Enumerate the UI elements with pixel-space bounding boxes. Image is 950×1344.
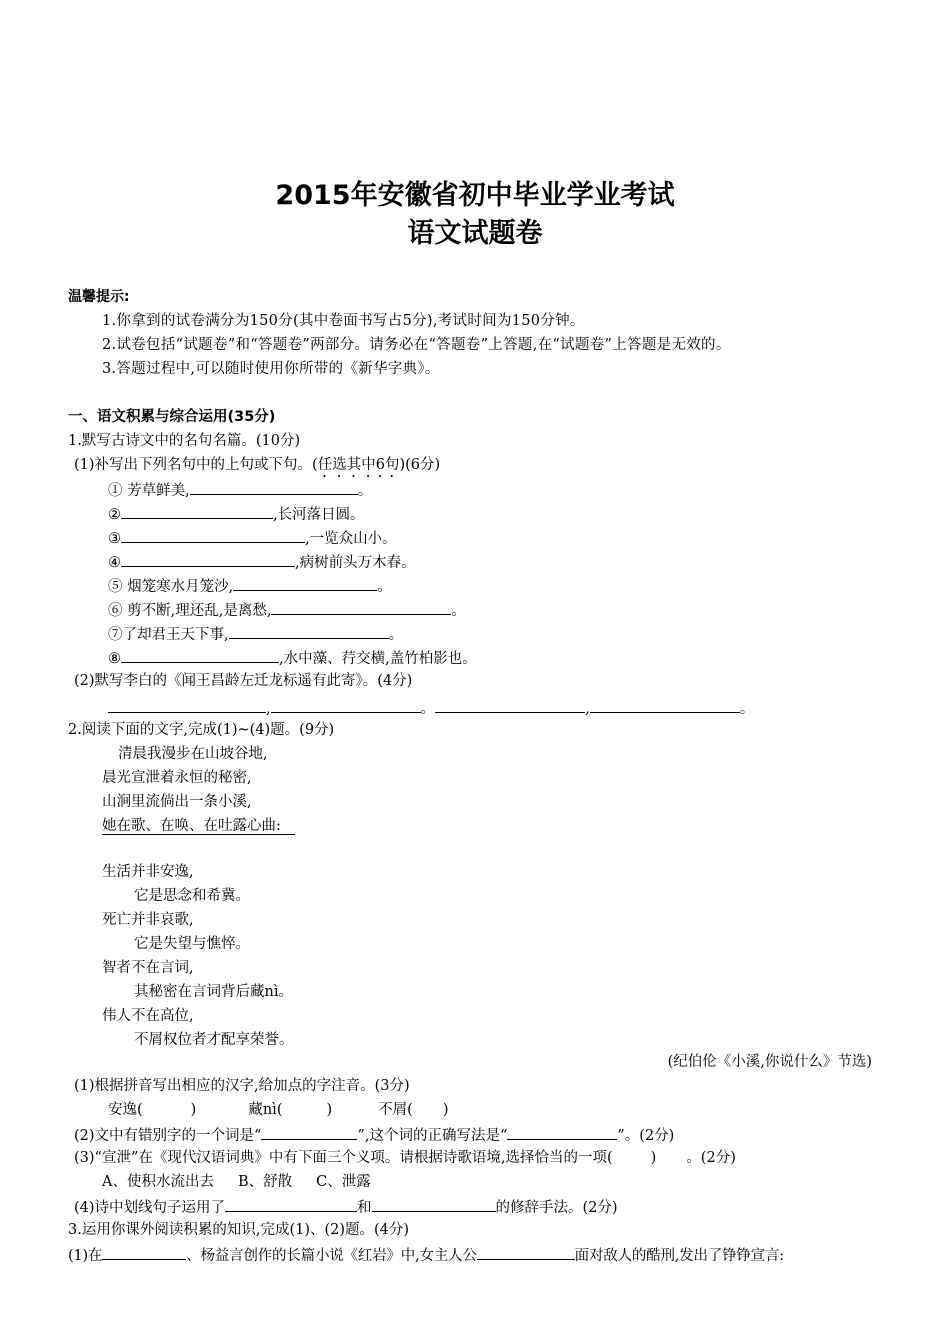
notice-item: 3.答题过程中,可以随时使用你所带的《新华字典》。 [102,361,440,377]
poem-line: 晨光宣泄着永恒的秘密, [102,770,252,786]
fill-line-pre: ⑧ [108,651,121,667]
punctuation: , [585,701,590,717]
section-heading: 一、语文积累与综合运用(35分) [68,409,276,425]
q1-sub1-pre: (1)补写出下列名句中的上句或下句。( [74,457,318,473]
question-3-sub1 [68,1244,784,1266]
q1-sub1-post: )(6分) [399,457,441,473]
fill-line-5 [108,575,392,597]
question-2-sub1: (1)根据拼音写出相应的汉字,给加点的字注音。(3分) [74,1078,410,1094]
poem-source: (纪伯伦《小溪,你说什么》节选) [667,1054,872,1070]
question-3-stem: 3.运用你课外阅读积累的知识,完成(1)、(2)题。(4分) [68,1222,410,1238]
paren-open: ( [407,1102,413,1118]
fill-line-post: 。 [377,579,392,595]
question-1-sub2: (2)默写李白的《闻王昌龄左迁龙标遥有此寄》。(4分) [74,673,413,689]
answer-blank[interactable] [190,479,358,495]
answer-blank[interactable] [271,599,451,615]
fill-line-post: ,一览众山小。 [305,531,397,547]
answer-blank[interactable] [271,697,421,713]
q2-sub3-text: ) [650,1150,657,1166]
option-b: B、舒散 [237,1174,293,1190]
answer-blank[interactable] [121,551,295,567]
q2-sub2-text: ”,这个词的正确写法是“ [357,1128,508,1144]
answer-blank[interactable] [121,647,279,663]
answer-blank[interactable] [435,697,585,713]
answer-blank[interactable] [121,503,273,519]
fill-line-6 [108,599,466,621]
item-label: 藏nì [248,1102,277,1118]
poem-answer-line [108,697,754,719]
answer-blank[interactable] [233,575,377,591]
exam-subtitle: 语文试题卷 [407,218,543,249]
paren-close: ) [326,1102,333,1118]
pinyin-items [108,1100,449,1120]
option-a: A、使积水流出去 [102,1174,214,1190]
fill-line-7 [108,623,403,645]
poem-line: 智者不在言词, [102,960,194,976]
answer-blank[interactable] [108,697,266,713]
notice-heading: 温馨提示: [68,289,130,305]
punctuation: , [266,701,271,717]
poem-line: 它是思念和希冀。 [134,888,250,904]
poem-line: 死亡并非哀歌, [102,912,194,928]
q2-sub4-text: 的修辞手法。(2分) [495,1200,618,1216]
exam-title: 2015年安徽省初中毕业学业考试 [275,180,675,211]
poem-line: 不屑权位者才配享荣誉。 [134,1032,294,1048]
fill-line-post: 。 [451,603,466,619]
q2-sub3-text: 。(2分) [686,1150,736,1166]
paren-open: ( [137,1102,143,1118]
q2-sub4-text: 和 [357,1200,372,1216]
fill-line-pre: ⑥ 剪不断,理还乱,是离愁, [108,603,272,619]
fill-line-4 [108,551,416,573]
answer-blank[interactable] [225,1196,357,1212]
fill-line-1 [108,479,372,501]
item-label: 不屑 [378,1102,408,1118]
option-list [102,1172,371,1192]
question-1-stem: 1.默写古诗文中的名句名篇。(10分) [68,433,301,449]
punctuation: 。 [420,701,436,717]
answer-blank[interactable] [102,1244,186,1260]
q3-sub1-text: 面对敌人的酷刑,发出了铮铮宣言: [574,1248,784,1264]
answer-blank[interactable] [229,623,389,639]
question-2-sub4 [74,1196,618,1218]
option-c: C、泄露 [316,1174,371,1190]
poem-line: 山涧里流倘出一条小溪, [102,794,252,810]
paren-close: ) [190,1102,197,1118]
answer-blank[interactable] [121,527,305,543]
q2-sub3-text: (3)“宣泄”在《现代汉语词典》中有下面三个义项。请根据诗歌语境,选择恰当的一项( [74,1150,613,1166]
question-1-sub1 [74,455,440,481]
answer-blank[interactable] [261,1124,357,1140]
poem-line: 伟人不在高位, [102,1008,194,1024]
q2-sub2-text: ”。(2分) [617,1128,675,1144]
fill-line-post: 。 [388,627,404,643]
question-2-sub2 [74,1124,674,1146]
q1-sub1-emphasis: 任选其中6句 [317,457,400,473]
poem-line-underlined [102,816,295,836]
answer-blank[interactable] [507,1124,617,1140]
punctuation: 。 [739,701,755,717]
notice-item: 2.试卷包括“试题卷”和“答题卷”两部分。请务必在“答题卷”上答题,在“试题卷”上答题是无效的。 [102,337,731,353]
paren-close: ) [442,1102,449,1118]
fill-line-pre: ③ [108,531,121,547]
answer-blank[interactable] [372,1196,496,1212]
fill-line-post: 。 [357,483,373,499]
poem-line: 清晨我漫步在山坡谷地, [118,746,268,762]
q3-sub1-text: 、杨益言创作的长篇小说《红岩》中,女主人公 [186,1248,477,1264]
poem-line: 它是失望与憔悴。 [134,936,250,952]
notice-item: 1.你拿到的试卷满分为150分(其中卷面书写占5分),考试时间为150分钟。 [102,313,585,329]
fill-line-8 [108,647,477,669]
q2-sub4-text: (4)诗中划线句子运用了 [74,1200,226,1216]
fill-line-post: ,病树前头万木春。 [295,555,416,571]
fill-line-2 [108,503,365,525]
answer-blank[interactable] [590,697,740,713]
poem-line: 生活并非安逸, [102,864,194,880]
fill-line-pre: ② [108,507,121,523]
fill-line-pre: ⑦了却君王天下事, [108,627,229,643]
paren-open: ( [276,1102,283,1118]
fill-line-pre: ④ [108,555,121,571]
q2-sub2-text: (2)文中有错别字的一个词是“ [74,1128,262,1144]
q3-sub1-text: (1)在 [68,1248,103,1264]
fill-line-post: ,长河落日圆。 [273,507,365,523]
item-label: 安逸 [108,1102,137,1118]
fill-line-3 [108,527,397,549]
fill-line-pre: ⑤ 烟笼寒水月笼沙, [108,579,234,595]
answer-blank[interactable] [477,1244,575,1260]
underlined-sentence: 她在歌、在唤、在吐露心曲: [102,818,295,835]
fill-line-post: ,水中藻、荇交横,盖竹柏影也。 [279,651,477,667]
question-2-stem: 2.阅读下面的文字,完成(1)~(4)题。(9分) [68,722,335,738]
poem-line: 其秘密在言词背后藏nì。 [134,984,293,1000]
question-2-sub3 [74,1148,736,1168]
fill-line-pre: ① 芳草鲜美, [108,483,190,499]
